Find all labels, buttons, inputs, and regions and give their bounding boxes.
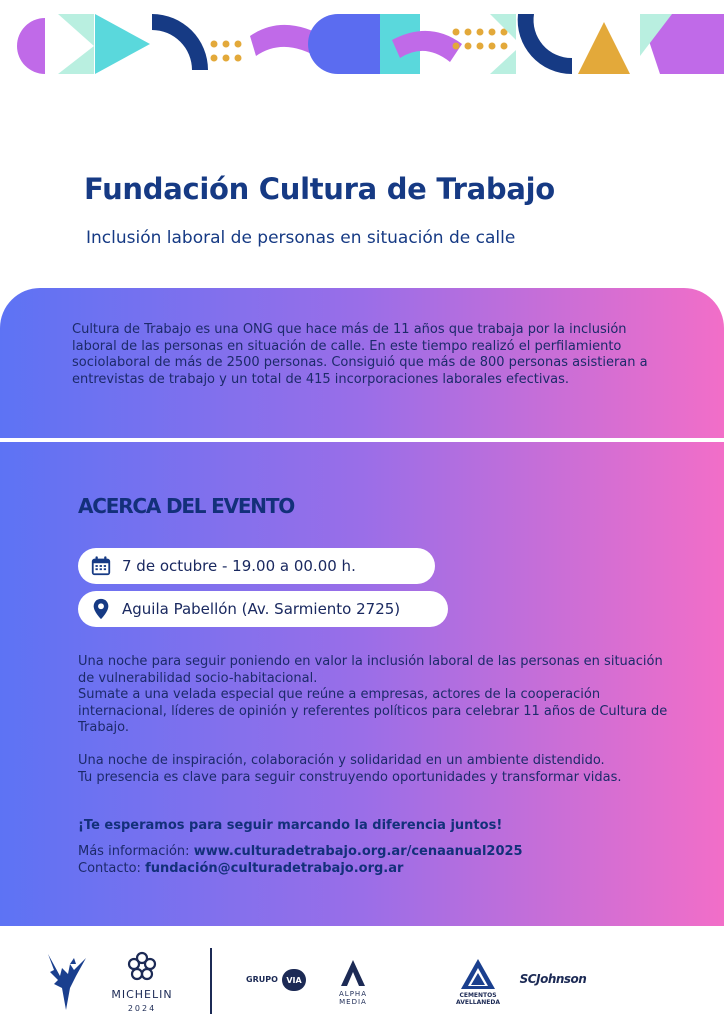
more-info-link[interactable]: www.culturadetrabajo.org.ar/cenaanual2025 <box>193 844 523 859</box>
gold-triangle-shape <box>578 22 630 74</box>
alpha-line-1: ALPHA <box>339 990 367 998</box>
alpha-media-logo <box>340 958 366 988</box>
gradient-panel <box>0 288 724 926</box>
event-date-text: 7 de octubre - 19.00 a 00.00 h. <box>122 557 356 575</box>
event-cta: ¡Te esperamos para seguir marcando la diferencia juntos! <box>78 818 503 833</box>
panel-divider <box>0 438 724 442</box>
more-info-label: Más información: <box>78 844 190 859</box>
alpha-line-2: MEDIA <box>339 998 367 1006</box>
location-pin-icon <box>90 598 112 620</box>
grupo-label: GRUPO <box>246 975 278 984</box>
event-paragraph-1: Una noche para seguir poniendo en valor la inclusión laboral de las personas en situación de vulnerabilidad socio-habitacional. Sumate a una velada especial que reúne a empresas, actores de la cooperación internacional, líderes de opinión y referentes políticos para celebrar 11 años de Cultura de Trabajo. <box>78 654 668 735</box>
event-date-pill <box>78 548 435 584</box>
cementos-avellaneda-logo <box>460 958 496 990</box>
contact-label: Contacto: <box>78 860 141 876</box>
contact-email-link[interactable]: fundación@culturadetrabajo.org.ar <box>145 860 404 876</box>
calendar-icon <box>90 555 112 577</box>
blue-quarter-shape <box>308 14 380 74</box>
michelin-year: 2024 <box>127 1004 157 1013</box>
scjohnson-logo: SCJohnson <box>519 972 587 986</box>
contact-info <box>78 844 668 877</box>
michelin-star-icon <box>126 950 158 982</box>
grupo-via-text: VIA <box>286 975 302 985</box>
cementos-line-2: AVELLANEDA <box>455 999 500 1006</box>
mint-triangle-shape <box>58 14 94 46</box>
event-paragraph-2: Una noche de inspiración, colaboración y solidaridad en un ambiente distendido. Tu presencia es clave para seguir construyendo oportunidades y transformar vidas. <box>78 753 622 785</box>
top-decorative-pattern <box>0 0 724 80</box>
grupo-via-badge <box>282 969 306 991</box>
event-heading: ACERCA DEL EVENTO <box>78 494 295 518</box>
cementos-line-1: CEMENTOS <box>459 992 497 999</box>
page-title: Fundación Cultura de Trabajo <box>84 172 555 206</box>
event-location-text: Aguila Pabellón (Av. Sarmiento 2725) <box>122 600 401 618</box>
sponsor-footer <box>0 926 724 1024</box>
footer-divider <box>210 948 212 1014</box>
gold-dots-shape <box>211 41 242 62</box>
event-location-pill <box>78 591 448 627</box>
michelin-name: MICHELIN <box>111 988 173 1001</box>
intro-paragraph: Cultura de Trabajo es una ONG que hace más de 11 años que trabaja por la inclusión laboral de las personas en situación de calle. En este tiempo realizó el perfilamiento sociolaboral de más de 2500 personas. Consiguió que más de 800 personas asistieran a entrevistas de trabajo y un total de 415 incorporaciones laborales efectivas. <box>72 322 648 387</box>
eagle-logo <box>40 950 90 1012</box>
page-subtitle: Inclusión laboral de personas en situación de calle <box>86 228 516 248</box>
navy-arc-shape <box>152 14 208 70</box>
